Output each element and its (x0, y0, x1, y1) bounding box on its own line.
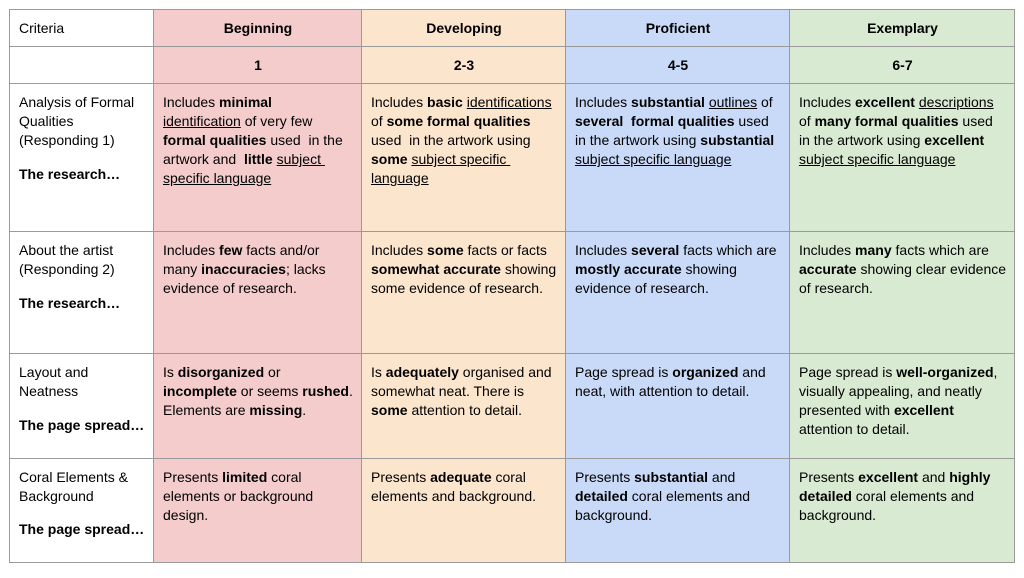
emphasis-text: well-organized (896, 364, 994, 380)
descriptor-beginning (154, 354, 362, 459)
emphasis-text: little (243, 151, 273, 167)
descriptor-proficient (566, 232, 790, 354)
criterion-note: The research… (19, 166, 121, 182)
descriptor-text: showing clear evidence of research. (799, 261, 1010, 296)
emphasis-text: excellent (855, 94, 915, 110)
descriptor-text: . Elements are (163, 383, 357, 418)
emphasis-text: substantial (631, 94, 705, 110)
descriptor-exemplary (790, 84, 1015, 232)
descriptor-exemplary (790, 232, 1015, 354)
descriptor-text: and neat, with attention to detail. (575, 364, 770, 399)
descriptor-text: coral elements and background. (575, 488, 754, 523)
descriptor-text: Page spread is (799, 364, 897, 380)
underlined-text: subject specific language (575, 151, 732, 167)
descriptor-text: organised and somewhat neat. There is (371, 364, 556, 399)
descriptor-text: Includes (163, 94, 220, 110)
criterion-label: About the artist (Responding 2) (19, 242, 115, 277)
descriptor-text: of (799, 94, 998, 129)
descriptor-text: Page spread is (575, 364, 673, 380)
descriptor-text: attention to detail. (799, 402, 958, 437)
criterion-label: Coral Elements & Background (19, 469, 128, 504)
descriptor-text: Includes (371, 242, 428, 258)
criterion-cell (10, 232, 154, 354)
descriptor-text: facts which are (679, 242, 781, 258)
criteria-header: Criteria (10, 10, 154, 47)
emphasis-text: adequate (430, 469, 492, 485)
descriptor-exemplary (790, 459, 1015, 563)
underlined-text: identification (163, 113, 241, 129)
emphasis-text: accurate (799, 261, 857, 277)
descriptor-developing (362, 232, 566, 354)
score-developing: 2-3 (362, 47, 566, 84)
level-header-proficient: Proficient (566, 10, 790, 47)
descriptor-text: Includes (163, 242, 220, 258)
descriptor-text: coral elements and background. (799, 488, 978, 523)
emphasis-text: rushed (302, 383, 349, 399)
score-proficient: 4-5 (566, 47, 790, 84)
emphasis-text: some (371, 402, 408, 418)
header-row (10, 10, 1015, 47)
emphasis-text: excellent (858, 469, 919, 485)
descriptor-text: Presents (799, 469, 859, 485)
descriptor-text: Is (163, 364, 178, 380)
underlined-text: subject specific language (163, 151, 325, 186)
descriptor-proficient (566, 84, 790, 232)
descriptor-text (774, 132, 778, 148)
emphasis-text: incomplete (163, 383, 237, 399)
level-header-exemplary: Exemplary (790, 10, 1015, 47)
descriptor-text: or (264, 364, 285, 380)
underlined-text: descriptions (918, 94, 994, 110)
descriptor-proficient (566, 354, 790, 459)
underlined-text: subject specific language (371, 151, 511, 186)
descriptor-text: Includes (371, 94, 428, 110)
criterion-cell (10, 84, 154, 232)
criterion-row-formal-qualities (10, 84, 1015, 232)
descriptor-text: of very few (240, 113, 317, 129)
descriptor-text: coral elements or background design. (163, 469, 318, 523)
descriptor-text: and (918, 469, 950, 485)
emphasis-text: inaccuracies (201, 261, 286, 277)
descriptor-text: coral elements and background. (371, 469, 536, 504)
emphasis-text: some (371, 151, 408, 167)
descriptor-text: used in the artwork using (575, 113, 773, 148)
descriptor-text: Is (371, 364, 386, 380)
criterion-note: The research… (19, 295, 121, 311)
descriptor-exemplary (790, 354, 1015, 459)
criterion-row-about-artist (10, 232, 1015, 354)
underlined-text: subject specific language (799, 151, 956, 167)
descriptor-text: Includes (575, 242, 632, 258)
criterion-note: The page spread… (19, 521, 145, 537)
score-exemplary: 6-7 (790, 47, 1015, 84)
emphasis-text: detailed (575, 488, 628, 504)
descriptor-text: used in the artwork using (371, 113, 535, 148)
descriptor-text: showing evidence of research. (575, 261, 741, 296)
criterion-cell (10, 459, 154, 563)
descriptor-beginning (154, 232, 362, 354)
score-blank-cell (10, 47, 154, 84)
descriptor-beginning (154, 459, 362, 563)
emphasis-text: substantial (700, 132, 775, 148)
descriptor-developing (362, 459, 566, 563)
emphasis-text: basic (427, 94, 463, 110)
descriptor-text: or seems (236, 383, 303, 399)
descriptor-text: showing some evidence of research. (371, 261, 561, 296)
descriptor-text: of (757, 94, 777, 110)
descriptor-text: , visually appealing, and neatly presented with (799, 364, 1002, 418)
emphasis-text: missing (249, 402, 303, 418)
criterion-label: Layout and Neatness (19, 364, 89, 399)
emphasis-text: some (427, 242, 464, 258)
descriptor-text: facts or facts (463, 242, 551, 258)
level-header-developing: Developing (362, 10, 566, 47)
descriptor-text: used in the artwork and (163, 132, 347, 167)
emphasis-text: excellent (893, 402, 954, 418)
criterion-row-layout-neatness (10, 354, 1015, 459)
descriptor-text (984, 132, 988, 148)
emphasis-text: some formal qualities (386, 113, 531, 129)
emphasis-text: organized (672, 364, 739, 380)
descriptor-developing (362, 354, 566, 459)
descriptor-developing (362, 84, 566, 232)
descriptor-text: Presents (575, 469, 635, 485)
descriptor-text: facts and/or many (163, 242, 324, 277)
descriptor-text (272, 94, 276, 110)
underlined-text: outlines (708, 94, 758, 110)
score-row (10, 47, 1015, 84)
underlined-text: identifications (466, 94, 552, 110)
descriptor-text: Includes (575, 94, 632, 110)
emphasis-text: highly detailed (799, 469, 995, 504)
emphasis-text: many formal qualities (814, 113, 959, 129)
score-beginning: 1 (154, 47, 362, 84)
emphasis-text: substantial (634, 469, 709, 485)
emphasis-text: many (855, 242, 892, 258)
descriptor-text: attention to detail. (407, 402, 522, 418)
descriptor-text: . (302, 402, 307, 418)
emphasis-text: few (219, 242, 243, 258)
emphasis-text: somewhat accurate (371, 261, 501, 277)
criterion-label: Analysis of Formal Qualities (Responding 1) (19, 94, 135, 148)
emphasis-text: limited (222, 469, 268, 485)
criterion-cell (10, 354, 154, 459)
emphasis-text: adequately (385, 364, 459, 380)
descriptor-proficient (566, 459, 790, 563)
descriptor-text: ; lacks evidence of research. (163, 261, 330, 296)
emphasis-text: minimal (219, 94, 272, 110)
emphasis-text: disorganized (177, 364, 265, 380)
emphasis-text: formal qualities (163, 132, 267, 148)
descriptor-text: Presents (163, 469, 223, 485)
emphasis-text: several (631, 242, 680, 258)
rubric-table (9, 9, 1015, 563)
descriptor-text: used in the artwork using (799, 113, 997, 148)
emphasis-text: excellent (924, 132, 985, 148)
emphasis-text: several formal qualities (575, 113, 735, 129)
emphasis-text: mostly accurate (575, 261, 682, 277)
criterion-row-coral-elements (10, 459, 1015, 563)
descriptor-text: of (371, 94, 556, 129)
descriptor-beginning (154, 84, 362, 232)
descriptor-text: Presents (371, 469, 431, 485)
level-header-beginning: Beginning (154, 10, 362, 47)
descriptor-text: and (708, 469, 740, 485)
descriptor-text: Includes (799, 94, 856, 110)
descriptor-text: facts which are (891, 242, 993, 258)
descriptor-text: Includes (799, 242, 856, 258)
criterion-note: The page spread… (19, 417, 145, 433)
